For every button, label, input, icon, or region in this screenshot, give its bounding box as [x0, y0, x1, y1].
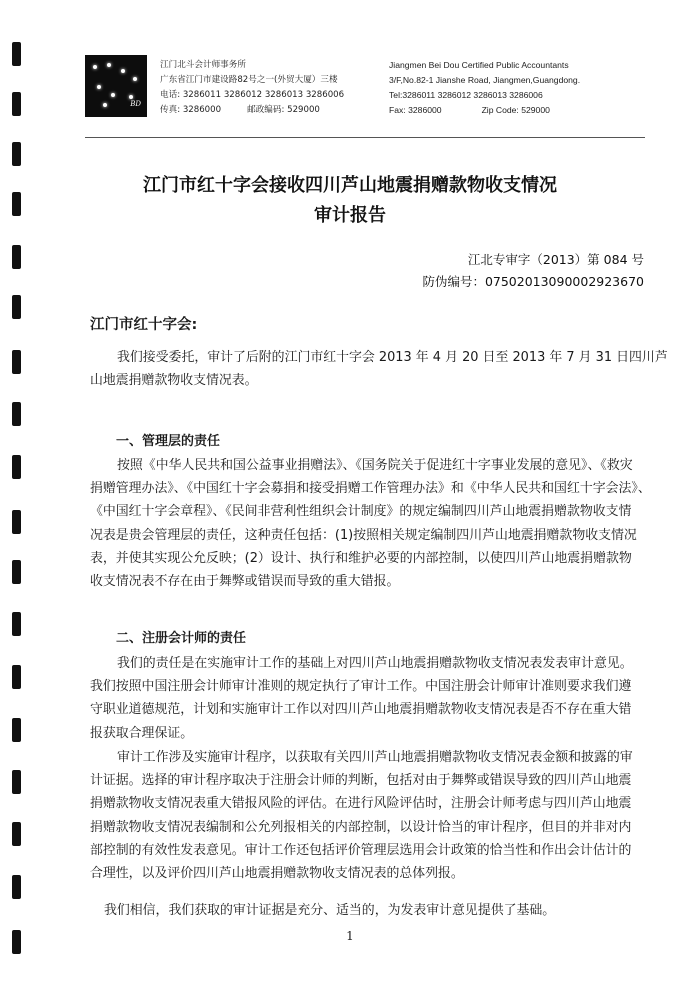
firm-name-cn: 江门北斗会计师事务所: [160, 60, 246, 70]
text-line: 《中国红十字会章程》、《民间非营利性组织会计制度》的规定编制四川芦山地震捐赠款物收支情: [90, 504, 632, 520]
binding-hole: [12, 455, 21, 479]
text-line: 我们接受委托，审计了后附的江门市红十字会 2013 年 4 月 20 日至 2013 年 7 月 31 日四川芦: [117, 350, 668, 365]
management-responsibility-paragraph: [90, 454, 651, 593]
binding-hole: [12, 42, 21, 66]
binding-hole: [12, 295, 21, 319]
text-line: 计证据。选择的审计程序取决于注册会计师的判断，包括对由于舞弊或错误导致的四川芦山地震: [90, 773, 632, 789]
auditor-responsibility-paragraph-1: [90, 652, 633, 745]
report-subtitle: 审计报告: [314, 205, 386, 226]
firm-logo: [85, 55, 147, 117]
auditor-responsibility-paragraph-3: [90, 899, 617, 922]
logo-mark: BD: [130, 100, 141, 108]
firm-fax-cn: 传真: 3286000: [160, 105, 222, 115]
binding-hole: [12, 510, 21, 534]
text-line: 捐赠款物收支情况表编制和公允列报相关的内部控制，以设计恰当的审计程序，但目的并非对内: [90, 819, 632, 835]
binding-hole: [12, 350, 21, 374]
text-line: 收支情况表不存在由于舞弊或错误而导致的重大错报。: [90, 574, 400, 590]
binding-hole: [12, 402, 21, 426]
text-line: 捐赠款物收支情况表重大错报风险的评估。在进行风险评估时，注册会计师考虑与四川芦山地震: [90, 796, 632, 812]
intro-paragraph: [90, 346, 668, 392]
firm-phone-en: Tel:3286011 3286012 3286013 3286006: [389, 90, 543, 100]
auditor-responsibility-paragraph-2: [90, 746, 633, 885]
page-number: 1: [346, 929, 354, 943]
firm-phone-cn: 电话: 3286011 3286012 3286013 3286006: [160, 90, 345, 100]
binding-hole: [12, 142, 21, 166]
firm-name-en: Jiangmen Bei Dou Certified Public Accountants: [389, 60, 569, 70]
text-line: 况表是贵会管理层的责任，这种责任包括：(1)按照相关规定编制四川芦山地震捐赠款物收支情况: [90, 527, 637, 543]
text-line: 我们的责任是在实施审计工作的基础上对四川芦山地震捐赠款物收支情况表发表审计意见。: [117, 656, 633, 671]
letterhead-chinese: [160, 58, 344, 118]
binding-hole: [12, 718, 21, 742]
binding-holes: [12, 0, 26, 991]
text-line: 审计工作涉及实施审计程序，以获取有关四川芦山地震捐赠款物收支情况表金额和披露的审: [117, 750, 633, 765]
firm-address-cn: 广东省江门市建设路82号之一(外贸大厦）三楼: [160, 75, 338, 85]
section-heading-auditor: 二、注册会计师的责任: [116, 631, 247, 646]
binding-hole: [12, 875, 21, 899]
text-line: 按照《中华人民共和国公益事业捐赠法》、《国务院关于促进红十字事业发展的意见》、《救灾: [117, 458, 633, 473]
text-line: 部控制的有效性发表意见。审计工作还包括评价管理层选用会计政策的恰当性和作出会计估计的: [90, 842, 632, 858]
section-heading-management: 一、管理层的责任: [116, 434, 221, 449]
text-line: 捐赠管理办法》、《中国红十字会募捐和接受捐赠工作管理办法》和《中华人民共和国红十字会法》、: [90, 481, 651, 497]
binding-hole: [12, 822, 21, 846]
anti-counterfeit-number: 防伪编号：07502013090002923670: [422, 274, 644, 289]
text-line: 我们相信，我们获取的审计证据是充分、适当的，为发表审计意见提供了基础。: [104, 903, 556, 918]
salutation: 江门市红十字会:: [90, 317, 198, 333]
text-line: 山地震捐赠款物收支情况表。: [90, 373, 258, 389]
letterhead-english: [389, 58, 580, 118]
text-line: 合理性，以及评价四川芦山地震捐赠款物收支情况表的总体列报。: [90, 866, 464, 882]
text-line: 我们按照中国注册会计师审计准则的规定执行了审计工作。中国注册会计师审计准则要求我们遵: [90, 679, 632, 695]
binding-hole: [12, 665, 21, 689]
text-line: 表，并使其实现公允反映；(2）设计、执行和维护必要的内部控制，以使四川芦山地震捐赠款物: [90, 550, 632, 566]
document-number: 江北专审字（2013）第 084 号: [467, 252, 644, 267]
binding-hole: [12, 770, 21, 794]
firm-zip-en: Zip Code: 529000: [481, 105, 550, 115]
text-line: 报获取合理保证。: [90, 725, 194, 741]
binding-hole: [12, 245, 21, 269]
binding-hole: [12, 92, 21, 116]
binding-hole: [12, 560, 21, 584]
report-title: 江门市红十字会接收四川芦山地震捐赠款物收支情况: [143, 175, 557, 196]
firm-fax-en: Fax: 3286000: [389, 105, 442, 115]
firm-zip-cn: 邮政编码: 529000: [247, 105, 320, 115]
firm-address-en: 3/F,No.82-1 Jianshe Road, Jiangmen,Guangdong.: [389, 75, 581, 85]
binding-hole: [12, 612, 21, 636]
letterhead-divider: [85, 137, 645, 138]
text-line: 守职业道德规范，计划和实施审计工作以对四川芦山地震捐赠款物收支情况表是否不存在重大错: [90, 702, 632, 718]
